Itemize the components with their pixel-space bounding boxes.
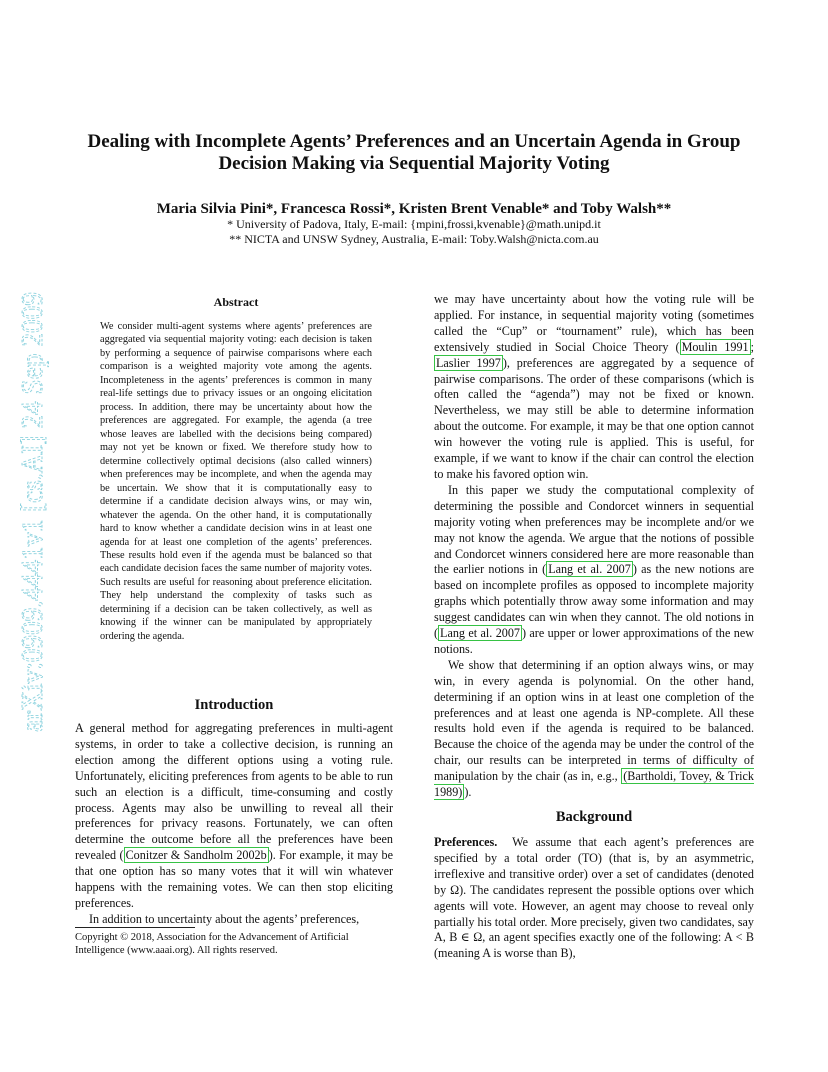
intro-p2-text-end: ), preferences are aggregated by a sequence of pairwise comparisons. The order of these comparisons (which is often called the “agenda”) may not be fixed or known. Nevertheless, we may still be able to determine information about the outcome. For example, it may be that one option cannot win however the voting rule is applied. This is useful, for example, if we want to know if the chair can control the election to make his favored option win. (434, 355, 754, 481)
citation-laslier[interactable]: Laslier 1997 (436, 355, 501, 370)
paper-title: Dealing with Incomplete Agents’ Preferences and an Uncertain Agenda in Group Decision Making via Sequential Majority Voting (87, 131, 741, 174)
background-paragraph (434, 835, 754, 962)
intro-paragraph-3 (434, 483, 754, 658)
copyright-footnote: Copyright © 2018, Association for the Advancement of Artificial Intelligence (www.aaai.org). All rights reserved. (75, 932, 349, 956)
introduction-heading: Introduction (194, 697, 274, 713)
arxiv-stamp (2, 270, 52, 750)
intro-p2-text: we may have uncertainty about how the voting rule will be applied. For instance, in sequential majority voting (sometimes called the “Cup” or “tournament” rule), which has been extensively studied in Social Choice Theory ( (434, 292, 754, 354)
citation-separator: ; (750, 339, 754, 354)
author-list: Maria Silvia Pini*, Francesca Rossi*, Kristen Brent Venable* and Toby Walsh** (156, 201, 672, 217)
preferences-lead: Preferences. (434, 835, 498, 849)
intro-p1-text: A general method for aggregating preferences in multi-agent systems, in order to take a collective decision, is running an election among the different options using a voting rule. Unfortunately, eliciting preferences from agents to be able to run such an election is a difficult, time-consuming and costly process. Agents may also be unwilling to reveal all their preferences for privacy reasons. Fortunately, we can often determine the outcome before all the preferences have been revealed ( (75, 721, 393, 863)
background-text: We assume that each agent’s preferences are specified by a total order (TO) (that is, by an asymmetric, irreflexive and transitive order) over a set of candidates (denoted by Ω). The candidates represent the possible options over which agents will vote. However, an agent may choose to reveal only partially his total order. More precisely, given two candidates, say A, B ∈ Ω, an agent specifies exactly one of the following: A < B (meaning A is worse than B), (434, 835, 754, 961)
citation-conitzer[interactable]: Conitzer & Sandholm 2002b (125, 848, 267, 863)
intro-p4-text: We show that determining if an option always wins, or may win, in every agenda is polynomial. On the other hand, determining if an option wins in at least one completion of the preferences and at least one agenda is NP-complete. All these results hold even if the agenda is required to be balanced. Because the choice of the agenda may be under the control of the chair, our results can be interpreted in terms of difficulty of manipulation by the chair (as in, e.g., (434, 657, 754, 784)
intro-p3-text-mid: ) as the new notions are based on incomplete profiles as opposed to incomplete majority graphs which potentially throw away some information and may suggest candidates can win when they cannot. The old notions in ( (434, 562, 754, 641)
intro-paragraph-2-cont (434, 292, 754, 483)
citation-lang-2[interactable]: Lang et al. 2007 (440, 626, 520, 641)
abstract-text: We consider multi-agent systems where agents’ preferences are aggregated via sequential majority voting: each decision is taken by performing a sequence of pairwise comparisons where each comparison is a weighted majority vote among the agents. Incompleteness in the agents’ preferences is common in many real-life settings due to privacy issues or an ongoing elicitation process. In addition, there may be uncertainty about how the preferences are aggregated. For example, the agenda (a tree whose leaves are labelled with the decisions being compared) may not yet be known or fixed. We therefore study how to determine collectively optimal decisions (also called winners) when preferences may be incomplete, and when the agenda may be uncertain. We show that it is computationally easy to determine if a candidate decision always wins, or may win, whatever the agenda. On the other hand, it is computationally hard to know whether a candidate decision wins in at least one agenda for at least one completion of the agents’ preferences. These results hold even if the agenda must be balanced so that each candidate decision faces the same number of majority votes. Such results are useful for reasoning about preference elicitation. They help understand the complexity of tasks such as determining if a decision can be taken collectively, as well as knowing if the winner can be manipulated by appropriately ordering the agenda. (100, 321, 372, 642)
intro-p1-text-end: ). For example, it may be that one option has so many votes that it will win whatever happens with the remaining votes. We can then stop eliciting preferences. (75, 848, 393, 910)
introduction-column-right (434, 292, 754, 801)
affiliation-padova: * University of Padova, Italy, E-mail: {mpini,frossi,kvenable}@math.unipd.it (227, 217, 601, 231)
intro-paragraph-1 (75, 721, 393, 912)
intro-paragraph-4 (434, 658, 754, 801)
background-column (434, 835, 754, 962)
intro-p3-text-end: ) are upper or lower approximations of the new notions. (434, 626, 755, 656)
footnote-rule (75, 927, 195, 928)
abstract-heading: Abstract (213, 295, 259, 309)
intro-paragraph-2-start: In addition to uncertainty about the agents’ preferences, (89, 911, 360, 926)
introduction-column-left (75, 721, 393, 928)
intro-p4-text-end: ). (464, 785, 472, 800)
citation-lang-1[interactable]: Lang et al. 2007 (548, 562, 631, 577)
citation-moulin[interactable]: Moulin 1991 (681, 339, 749, 354)
arxiv-stamp-text: arXiv:0909.4441v1 [cs.AI] 24 Sep 2009 (14, 270, 49, 732)
affiliation-nicta: ** NICTA and UNSW Sydney, Australia, E-mail: Toby.Walsh@nicta.com.au (229, 232, 599, 246)
intro-p3-text: In this paper we study the computational complexity of determining the possible and Condorcet winners in sequential majority voting when preferences may be incomplete and/or we may not know the agenda. We argue that the notions of possible and Condorcet winners considered here are more reasonable than the earlier notions in ( (434, 482, 754, 577)
background-heading: Background (555, 809, 633, 825)
citation-bartholdi[interactable]: (Bartholdi, Tovey, & Trick 1989) (434, 769, 755, 800)
